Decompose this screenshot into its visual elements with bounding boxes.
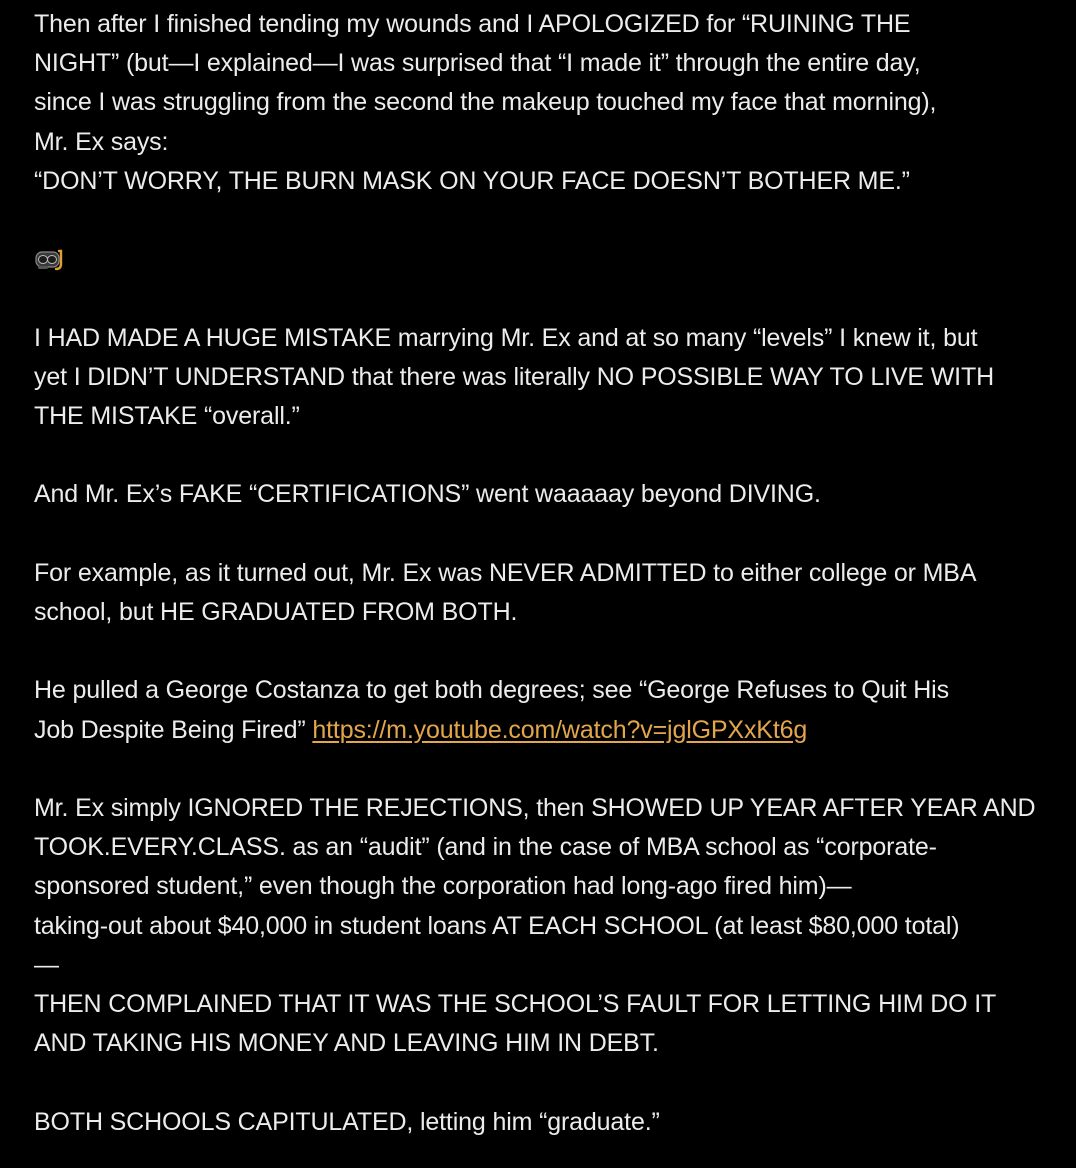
spacer xyxy=(0,279,1076,318)
spacer xyxy=(0,750,1076,789)
paragraph-huge-mistake: I HAD MADE A HUGE MISTAKE marrying Mr. Ex and at so many “levels” I knew it, but yet I DIDN’T UNDERSTAND that there was literally NO POSSIBLE WAY TO LIVE WITH THE MISTAKE “overall.” xyxy=(34,323,994,430)
paragraph-george-costanza xyxy=(0,671,1044,749)
diving-mask-icon xyxy=(34,247,64,273)
spacer xyxy=(0,436,1076,475)
youtube-link[interactable]: https://m.youtube.com/watch?v=jglGPXxKt6g xyxy=(312,715,808,744)
paragraph-fake-certifications: And Mr. Ex’s FAKE “CERTIFICATIONS” went waaaaay beyond DIVING. xyxy=(34,480,821,509)
paragraph-george-costanza-text: He pulled a George Costanza to get both degrees; see “George Refuses to Quit His Job Despite Being Fired” xyxy=(34,676,949,744)
spacer xyxy=(0,1063,1076,1102)
spacer xyxy=(0,515,1076,554)
spacer xyxy=(0,201,1076,240)
spacer xyxy=(0,632,1076,671)
emoji-line xyxy=(0,240,1076,279)
paragraph-schools-capitulated: BOTH SCHOOLS CAPITULATED, letting him “graduate.” xyxy=(34,1107,660,1136)
paragraph-never-admitted: For example, as it turned out, Mr. Ex was NEVER ADMITTED to either college or MBA school, but HE GRADUATED FROM BOTH. xyxy=(34,558,977,626)
paragraph-ignored-rejections: Mr. Ex simply IGNORED THE REJECTIONS, then SHOWED UP YEAR AFTER YEAR AND TOOK.EVERY.CLASS. as an “audit” (and in the case of MBA school as “corporate- sponsored student,” even though the corporation had long-ago fired him)— taking-out about $40,000 in student loans AT EACH SCHOOL (at least $80,000 total) — THEN COMPLAINED THAT IT WAS THE SCHOOL’S FAULT FOR LETTING HIM DO IT AND TAKING HIS MONEY AND LEAVING HIM IN DEBT. xyxy=(34,793,1036,1058)
paragraph-wounds-apology: Then after I finished tending my wounds and I APOLOGIZED for “RUINING THE NIGHT” (but—I explained—I was surprised that “I made it” through the entire day, since I was struggling from the second the makeup touched my face that morning), Mr. Ex says: “DON’T WORRY, THE BURN MASK ON YOUR FACE DOESN’T BOTHER ME.” xyxy=(34,10,937,195)
